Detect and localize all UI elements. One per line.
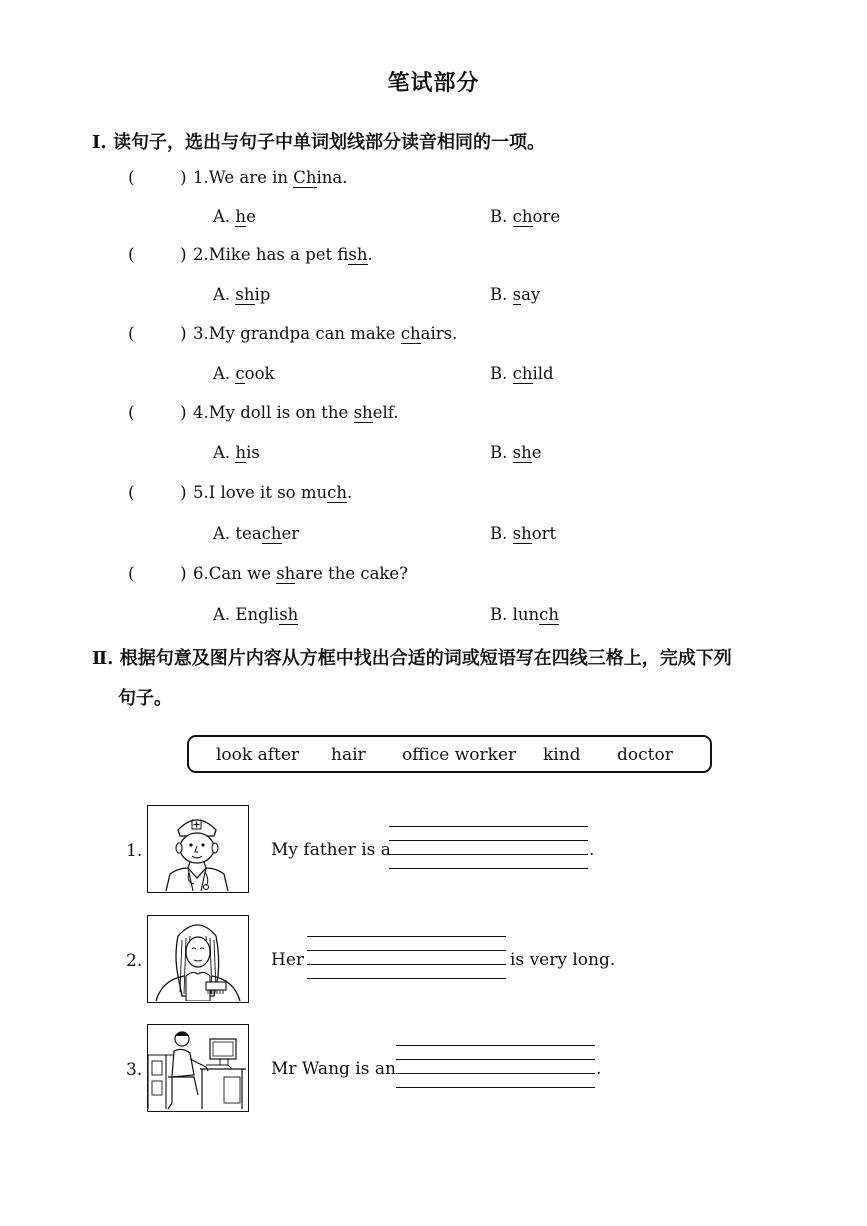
answer-paren-close: ) [180,324,187,344]
page-title: 笔试部分 [387,70,480,96]
option-b: B. short [490,524,557,543]
word-bank-item: kind [543,745,581,765]
word-bank-item: office worker [402,745,517,765]
question-text: 3.My grandpa can make chairs. [193,324,458,343]
option-a: A. his [213,443,260,462]
question-text: 6.Can we share the cake? [193,564,409,583]
sentence-part: My father is a [271,840,391,860]
section-2-heading: Ⅱ. 根据句意及图片内容从方框中找出合适的词或短语写在四线三格上，完成下列 [92,648,732,669]
office-worker-picture [147,1024,249,1112]
item-number: 1. [126,841,143,861]
question-text: 5.I love it so much. [193,483,353,502]
section-2-heading-cont: 句子。 [118,688,172,709]
answer-paren-open: ( [128,403,135,423]
option-a: A. teacher [213,524,300,543]
answer-paren-open: ( [128,245,135,265]
option-a: A. ship [213,285,271,304]
sentence-part: . [596,1059,602,1079]
sentence-part: Mr Wang is an [271,1059,396,1079]
office-worker-illustration [148,1025,247,1110]
underlined-part: Ch [293,168,317,187]
question-text: 2.Mike has a pet fish. [193,245,373,264]
underlined-part: sh [353,403,373,422]
answer-paren-close: ) [180,245,187,265]
long-hair-girl-picture [147,915,249,1003]
doctor-illustration [148,806,247,891]
option-b: B. chore [490,207,561,226]
option-b: B. she [490,443,542,462]
option-b: B. child [490,364,554,383]
underlined-part: ch [400,324,421,343]
answer-paren-close: ) [180,483,187,503]
underlined-part: ch [327,483,348,502]
four-line-grid[interactable] [307,936,506,980]
option-a: A. he [213,207,256,226]
girl-illustration [148,916,247,1001]
answer-paren-open: ( [128,483,135,503]
option-b: B. lunch [490,605,560,624]
option-a: A. English [213,605,299,624]
answer-paren-close: ) [180,564,187,584]
four-line-grid[interactable] [389,826,588,870]
answer-paren-open: ( [128,564,135,584]
question-text: 4.My doll is on the shelf. [193,403,399,422]
underlined-part: sh [276,564,296,583]
doctor-picture [147,805,249,893]
answer-paren-open: ( [128,168,135,188]
section-1-heading: Ⅰ. 读句子，选出与句子中单词划线部分读音相同的一项。 [92,132,545,153]
item-number: 2. [126,951,143,971]
sentence-part: Her [271,950,305,970]
option-b: B. say [490,285,541,304]
underlined-part: sh [348,245,368,264]
option-a: A. cook [213,364,275,383]
word-bank-item: hair [331,745,366,765]
word-bank-item: doctor [617,745,673,765]
answer-paren-close: ) [180,168,187,188]
sentence-part: . [589,840,595,860]
answer-paren-open: ( [128,324,135,344]
four-line-grid[interactable] [396,1045,595,1089]
word-bank-item: look after [216,745,300,765]
question-text: 1.We are in China. [193,168,348,187]
sentence-part: is very long. [510,950,616,970]
item-number: 3. [126,1060,143,1080]
answer-paren-close: ) [180,403,187,423]
